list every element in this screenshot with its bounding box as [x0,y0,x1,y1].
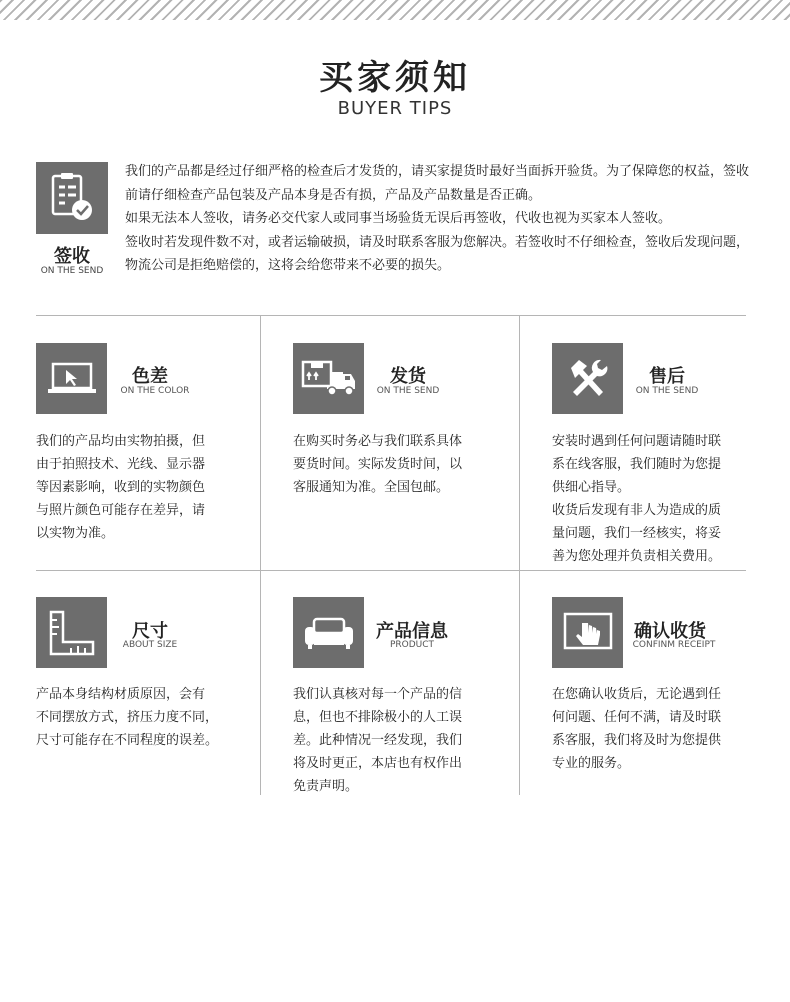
page-subtitle: BUYER TIPS [337,98,453,119]
ship-line: 要货时间。实际发货时间，以 [293,457,463,472]
confirm-description [552,683,774,775]
color-line: 以实物为准。 [36,526,115,541]
color-subtitle: ON THE COLOR [120,386,190,396]
sign-description [125,160,750,278]
page-title: 买家须知 [319,58,471,98]
ship-line: 在购买时务必与我们联系具体 [293,434,463,449]
grid-divider-top [36,315,746,316]
sofa-icon [293,597,364,668]
hand-touch-icon [552,597,623,668]
ship-description [293,430,515,499]
size-subtitle: ABOUT SIZE [122,640,178,650]
size-line: 不同摆放方式，挤压力度不同， [36,710,219,725]
after-line: 供细心指导。 [552,480,631,495]
color-line: 等因素影响，收到的实物颜色 [36,480,206,495]
size-line: 尺寸可能存在不同程度的误差。 [36,733,219,748]
product-subtitle: PRODUCT [389,640,435,650]
after-line: 量问题，我们一经核实，将妥 [552,526,722,541]
confirm-subtitle: CONFINM RECEIPT [632,640,716,650]
confirm-line: 系客服，我们将及时为您提供 [552,733,722,748]
color-line: 我们的产品均由实物拍摄，但 [36,434,206,449]
size-title: 尺寸 [132,621,168,642]
product-line: 我们认真核对每一个产品的信 [293,687,463,702]
grid-divider-vertical-1 [260,315,261,795]
checklist-icon [36,162,108,234]
after-line: 善为您处理并负责相关费用。 [552,549,722,564]
sign-paragraph: 我们的产品都是经过仔细严格的检查后才发货的，请买家提货时最好当面拆开验货。为了保障您的权益，签收前请仔细检查产品包装及产品本身是否有损，产品及产品数量是否正确。 [125,164,750,203]
after-line: 系在线客服，我们随时为您提 [552,457,722,472]
color-title: 色差 [132,366,168,387]
size-description [36,683,258,752]
size-line: 产品本身结构材质原因，会有 [36,687,206,702]
product-line: 差。此种情况一经发现，我们 [293,733,463,748]
confirm-line: 在您确认收货后，无论遇到任 [552,687,722,702]
after-description [552,430,774,568]
color-line: 与照片颜色可能存在差异，请 [36,503,206,518]
hatched-top-border [0,0,790,20]
grid-divider-vertical-2 [519,315,520,795]
after-line: 收货后发现有非人为造成的质 [552,503,722,518]
ship-subtitle: ON THE SEND [376,386,440,396]
delivery-truck-icon [293,343,364,414]
after-line: 安装时遇到任何问题请随时联 [552,434,722,449]
confirm-title: 确认收货 [634,621,706,642]
product-description [293,683,515,798]
product-title: 产品信息 [376,621,448,642]
after-subtitle: ON THE SEND [635,386,699,396]
tools-icon [552,343,623,414]
product-line: 息，但也不排除极小的人工误 [293,710,463,725]
product-line: 免责声明。 [293,779,359,794]
grid-divider-middle [36,570,746,571]
ship-line: 客服通知为准。全国包邮。 [293,480,450,495]
sign-subtitle: ON THE SEND [40,266,104,276]
color-line: 由于拍照技术、光线、显示器 [36,457,206,472]
color-description [36,430,256,545]
confirm-line: 何问题、任何不满，请及时联 [552,710,722,725]
sign-title: 签收 [54,246,90,267]
sign-paragraph: 如果无法本人签收，请务必交代家人或同事当场验货无误后再签收，代收也视为买家本人签收。 [125,211,672,226]
sign-paragraph: 签收时若发现件数不对，或者运输破损，请及时联系客服为您解决。若签收时不仔细检查，签收后发现问题，物流公司是拒绝赔偿的，这将会给您带来不必要的损失。 [125,234,750,273]
product-line: 将及时更正，本店也有权作出 [293,756,463,771]
laptop-cursor-icon [36,343,107,414]
ruler-icon [36,597,107,668]
ship-title: 发货 [390,366,426,387]
after-title: 售后 [649,366,685,387]
confirm-line: 专业的服务。 [552,756,631,771]
